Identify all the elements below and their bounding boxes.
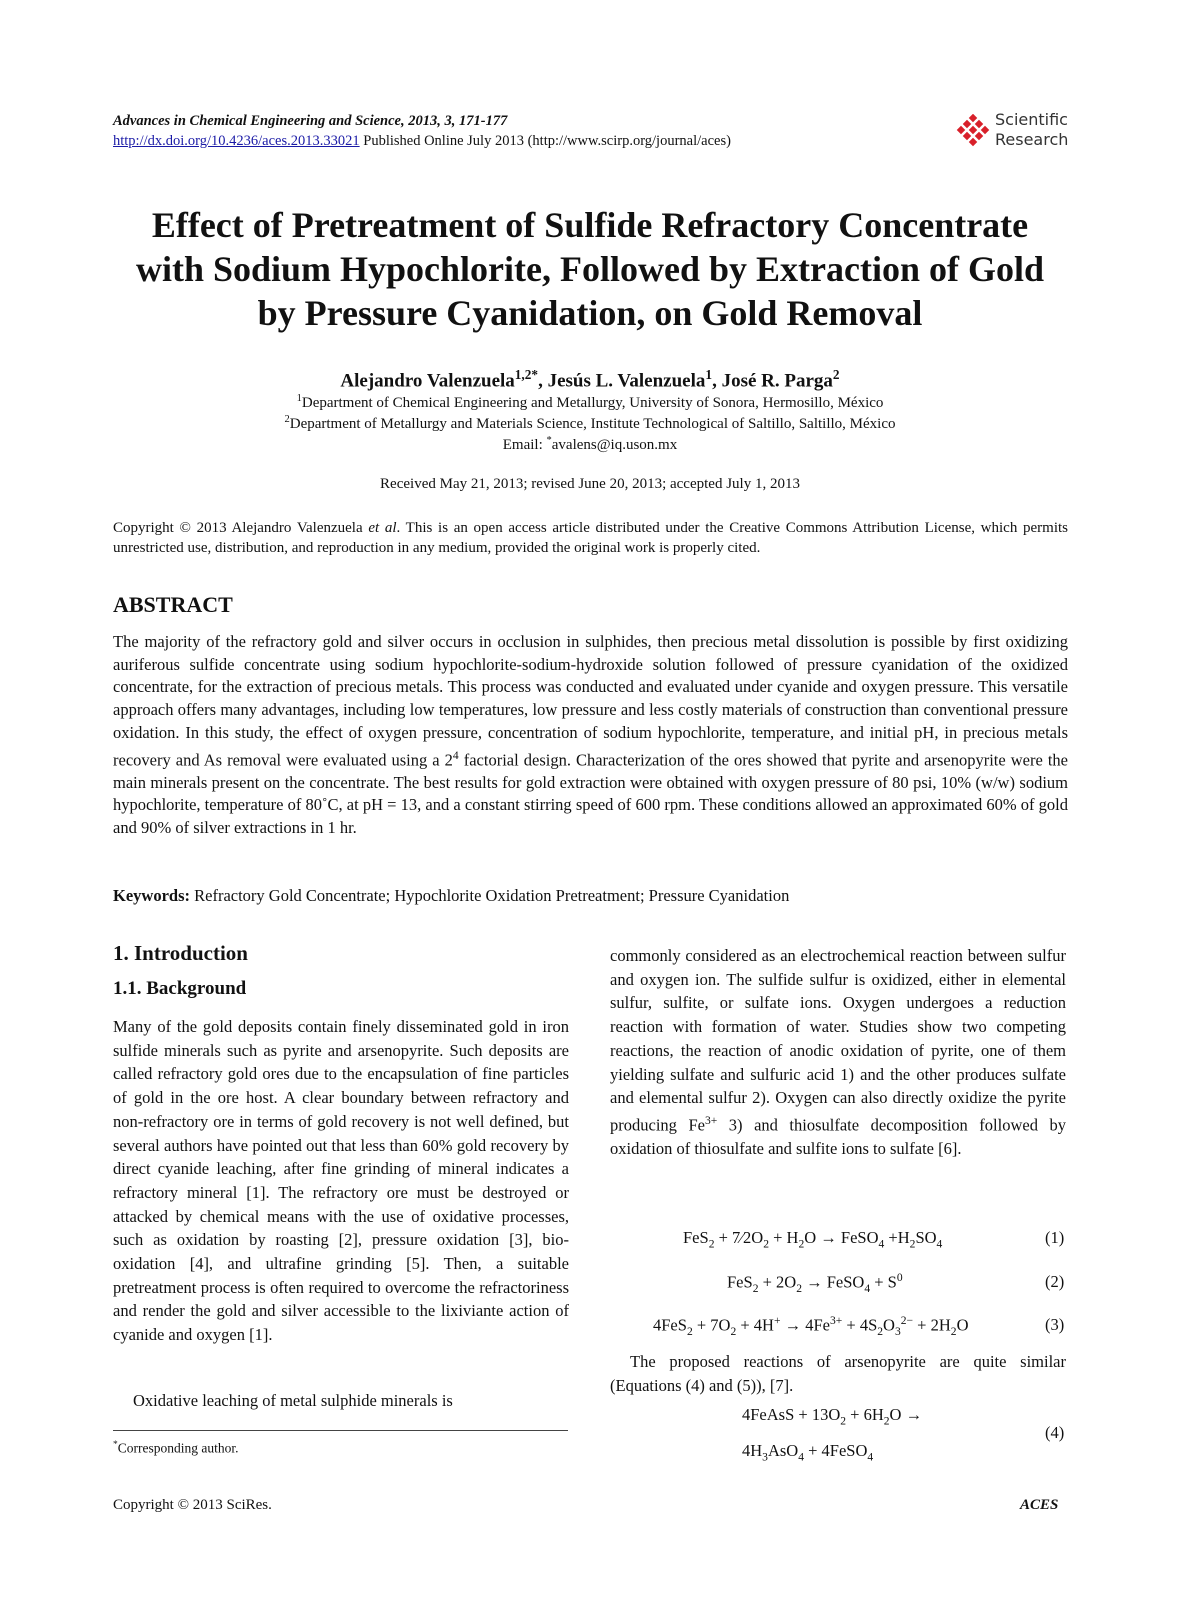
journal-volume: , 2013, 3, 171-177 [401,113,508,129]
copyright-notice [113,518,1068,558]
subsection-heading-background: 1.1. Background [113,978,247,999]
footer-copyright: Copyright © 2013 SciRes. [113,1497,272,1513]
intro-paragraph-2: Oxidative leaching of metal sulphide minerals is [133,1391,453,1410]
affiliation-1 [100,393,1080,412]
author-2: , Jesús L. Valenzuela [538,370,706,392]
author-1-affil: 1,2* [514,367,539,382]
intro-paragraph-4: The proposed reactions of arsenopyrite are quite similar (Equations (4) and (5)), [7]. [610,1352,1066,1395]
equation-4-number: (4) [1045,1423,1065,1442]
logo-text [995,110,1068,150]
affiliation-2 [100,414,1080,433]
logo-line-1: Scientific [995,110,1068,129]
equation-2-number: (2) [1045,1272,1065,1291]
intro-paragraph-1: Many of the gold deposits contain finely disseminated gold in iron sulfide minerals such as pyrite and arsenopyrite. Such deposits are called refractory gold ores due to the encapsulation of fine particles of gold in the ore host. A clear boundary between refractory and non-refractory ore in terms of gold recovery is not well defined, but several authors have pointed out that less than 60% gold recovery by direct cyanide leaching, after fine grinding of mineral indicates a refractory mineral [1]. The refractory ore must be destroyed or attacked by chemical means with the use of oxidative processes, such as oxidation by roasting [2], pressure oxidation [3], bio-oxidation [4], and ultrafine grinding [5]. Then, a suitable pretreatment process is often required to overcome the refractoriness and render the gold and silver accessible to the lixiviante action of cyanide and oxygen [1]. [113,1017,569,1345]
equation-1-number: (1) [1045,1228,1065,1247]
scientific-research-logo [955,110,1075,154]
paragraph-3-part-2: 3) and thiosulfate decomposition followed by oxidation of thiosulfate and sulfite ions to sulfate [6]. [610,1115,1067,1159]
doi-line [113,133,731,150]
equation-1: $FeS_2 + 7∕2O_2 + H_2O$ → FeSO$_4$ $+H_2SO_4$ [683,1228,943,1251]
author-list [100,367,1080,392]
abstract-part-2: factorial design. Characterization of the ores showed that pyrite and arsenopyrite were the main minerals present on the concentrate. The best results for gold extraction were obtained with oxygen pressure of 80 psi, 10% (w/w) sodium hypochlorite, temperature of 80˚C, at pH = 13, and a constant stirring speed of 600 rpm. These conditions allowed an approximated 60% of gold and 90% of silver extractions in 1 hr. [113,750,1068,838]
copyright-pre: Copyright © 2013 Alejandro Valenzuela [113,520,369,536]
author-1: Alejandro Valenzuela [340,370,515,392]
email-marker: * [546,435,552,446]
email-address[interactable]: avalens@iq.uson.mx [551,437,678,453]
equation-3: $4FeS_2 + 7O_2 + 4H^+ \to 4Fe^{3+} + 4S_2O_3^{2-} + 2H_2O$ [653,1315,969,1338]
author-3: , José R. Parga [712,370,833,392]
journal-name: Advances in Chemical Engineering and Science [113,113,401,129]
title-line-1: Effect of Pretreatment of Sulfide Refractory Concentrate [151,205,1029,245]
abstract-exponent: 4 [452,749,459,762]
equation-2: $FeS_2 + 2O_2$ → FeSO$_4$ + $S^0$ [727,1272,903,1295]
title-line-3: by Pressure Cyanidation, on Gold Removal [257,293,923,333]
equation-4-line-1: 4FeAsS + $13O_2 + 6H_2O$ → [742,1405,923,1428]
equation-4-line-2: $4H_3AsO_4$ + 4FeSO$_4$ [742,1441,874,1464]
copyright-etal: et al [368,520,397,536]
paragraph-3-part-1: commonly considered as an electrochemical reaction between sulfur and oxygen ion. The sulfide sulfur is oxidized, either in elemental sulfur, sulfite, or sulfate ions. Oxygen undergoes a reduction reaction with formation of water. Studies show two competing reactions, the reaction of anodic oxidation of pyrite, one of them yielding sulfate and sulfuric acid 1) and the other produces sulfate and elemental sulfur 2). Oxygen can also directly oxidize the pyrite producing Fe [610,946,1066,1135]
abstract-heading: ABSTRACT [113,592,233,617]
affiliation-2-text: Department of Metallurgy and Materials Science, Institute Technological of Saltillo, Saltillo, México [289,416,896,432]
affiliation-2-marker: 2 [284,414,290,425]
doi-link[interactable]: http://dx.doi.org/10.4236/aces.2013.33021 [113,133,360,149]
logo-line-2: Research [995,130,1069,149]
logo-diamond-icon [955,114,991,150]
affiliation-1-text: Department of Chemical Engineering and Metallurgy, University of Sonora, Hermosillo, México [301,395,884,411]
keywords-label: Keywords: [113,886,190,905]
author-2-affil: 1 [705,367,713,382]
journal-citation [113,113,507,130]
intro-paragraph-3 [610,944,1066,1161]
footnote-marker: * [113,1440,118,1450]
email-line [100,435,1080,454]
section-heading-introduction: 1. Introduction [113,941,248,965]
published-online: Published Online July 2013 (http://www.scirp.org/journal/aces) [359,133,731,149]
affiliation-1-marker: 1 [296,393,302,404]
keywords-text: Refractory Gold Concentrate; Hypochlorite Oxidation Pretreatment; Pressure Cyanidation [190,886,790,905]
footnote [113,1440,238,1457]
paragraph-3-charge: 3+ [704,1114,718,1127]
footnote-text: Corresponding author. [117,1440,239,1456]
paper-title [100,203,1080,335]
title-line-2: with Sodium Hypochlorite, Followed by Extraction of Gold [135,249,1045,289]
keywords [113,886,789,906]
received-dates: Received May 21, 2013; revised June 20, 2013; accepted July 1, 2013 [380,476,800,492]
author-3-affil: 2 [832,367,840,382]
equation-3-number: (3) [1045,1315,1065,1334]
email-label: Email: [502,437,547,453]
abstract-part-1: The majority of the refractory gold and silver occurs in occlusion in sulphides, then precious metal dissolution is possible by first oxidizing auriferous sulfide concentrate using sodium hypochlorite-sodium-hydroxide solution followed of pressure cyanidation of the oxidized concentrate, for the extraction of precious metals. This process was conducted and evaluated under cyanide and oxygen pressure. This versatile approach offers many advantages, including low temperatures, low pressure and less costly materials of construction than conventional pressure oxidation. In this study, the effect of oxygen pressure, concentration of sodium hypochlorite, temperature, and initial pH, in precious metals recovery and As removal were evaluated using a 2 [113,632,1068,770]
abstract-text [113,631,1068,840]
footer-journal-abbrev: ACES [1020,1497,1059,1513]
copyright-post: . This is an open access article distributed under the Creative Commons Attribution License, which permits unrestricted use, distribution, and reproduction in any medium, provided the original work is properly cited. [113,520,1069,556]
footnote-rule [113,1430,568,1431]
